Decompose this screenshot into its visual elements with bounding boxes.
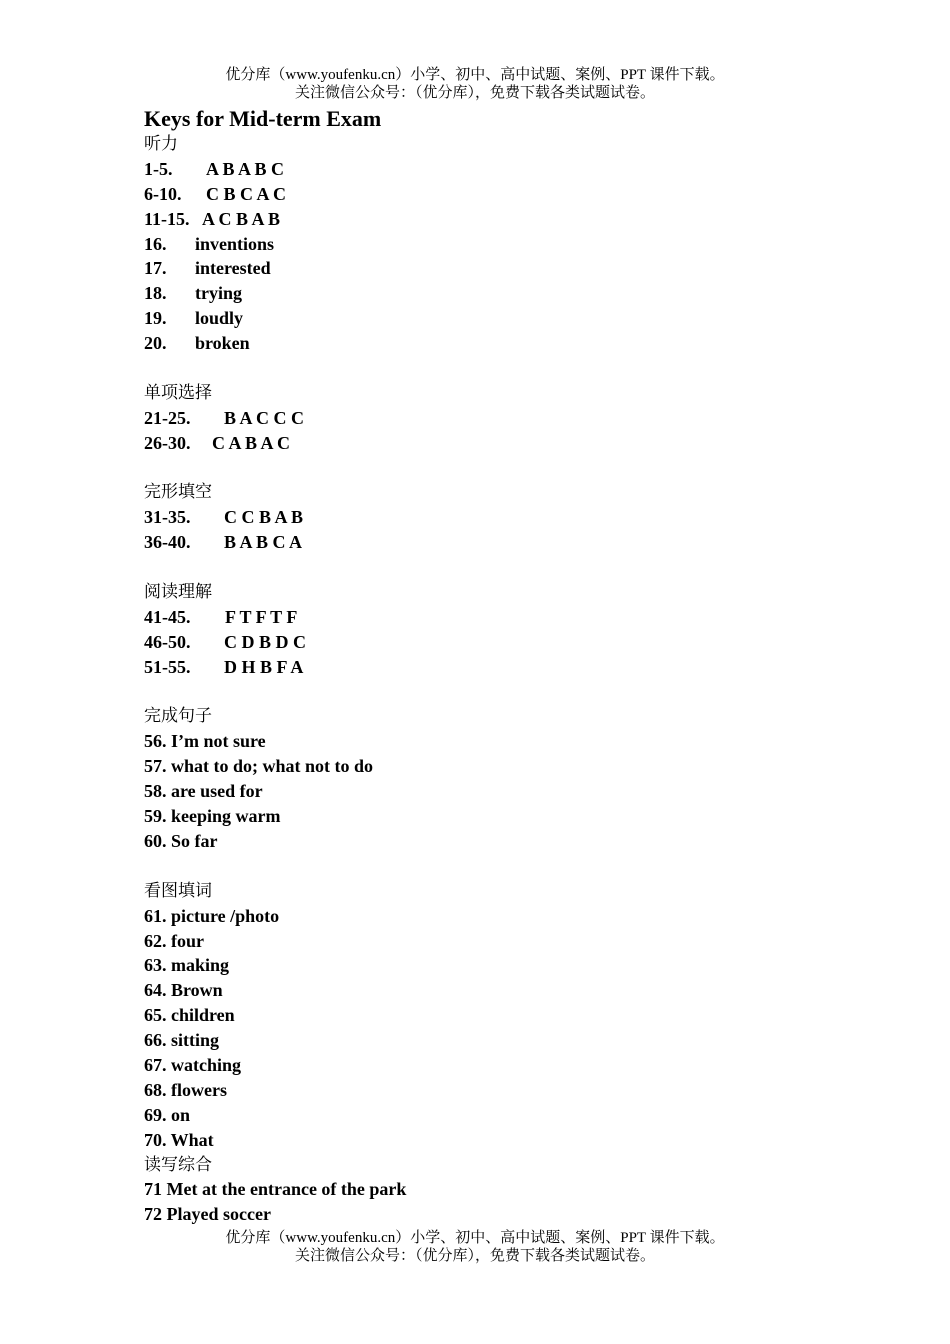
answer-item: 63. making [144,955,230,976]
answer-row [144,157,864,182]
answer-row [144,207,864,232]
answer-row [144,182,864,207]
answer-text: F T F T F [225,606,298,627]
page-title: Keys for Mid-term Exam [144,106,382,131]
answer-text: C D B D C [224,631,307,652]
answer-key-content [144,106,864,1227]
header-line-2: 关注微信公众号：（优分库），免费下载各类试题试卷。 [294,85,655,101]
answer-text: A C B A B [202,208,281,229]
footer-line-2: 关注微信公众号：（优分库），免费下载各类试题试卷。 [294,1248,655,1264]
footer-line-1: 优分库（www.youfenku.cn）小学、初中、高中试题、案例、PPT 课件下载。 [225,1230,725,1246]
answer-item: 66. sitting [144,1030,220,1051]
question-range: 51-55. [144,656,191,677]
answer-item: 72 Played soccer [144,1204,271,1225]
answer-item: 71 Met at the entrance of the park [144,1179,407,1200]
answer-text: A B A B C [206,158,285,179]
answer-row [144,256,864,281]
spacer [144,456,864,481]
question-number: 16. [144,233,167,254]
answer-text: C B C A C [206,183,287,204]
question-range: 26-30. [144,432,191,453]
answer-row [144,232,864,257]
answer-row [144,630,864,655]
section-heading-sentences: 完成句子 [144,706,212,727]
answer-item: 68. flowers [144,1079,227,1100]
answer-row [144,505,864,530]
section-heading-reading: 阅读理解 [144,582,212,603]
answer-row [144,281,864,306]
answer-item: 56. I’m not sure [144,731,266,752]
page-footer [0,1229,950,1265]
answer-text: loudly [195,308,244,329]
answer-text: broken [195,333,250,354]
spacer [144,854,864,879]
section-heading-choice: 单项选择 [144,382,212,403]
section-heading-cloze: 完形填空 [144,482,212,503]
question-range: 31-35. [144,507,191,528]
answer-item: 70. What [144,1129,214,1150]
question-range: 41-45. [144,606,191,627]
answer-text: interested [195,258,271,279]
answer-text: inventions [195,233,275,254]
spacer [144,555,864,580]
answer-row [144,605,864,630]
spacer [144,356,864,381]
answer-text: D H B F A [224,656,304,677]
question-number: 18. [144,283,167,304]
question-range: 6-10. [144,183,182,204]
answer-text: C C B A B [224,507,304,528]
answer-row [144,530,864,555]
answer-row [144,306,864,331]
answer-text: B A C C C [224,407,305,428]
question-range: 11-15. [144,208,190,229]
answer-item: 60. So far [144,830,218,851]
question-number: 17. [144,258,167,279]
answer-item: 62. four [144,930,204,951]
section-heading-listening: 听力 [144,134,178,154]
answer-row [144,406,864,431]
question-number: 20. [144,333,167,354]
answer-item: 67. watching [144,1054,242,1075]
answer-item: 57. what to do; what not to do [144,756,374,777]
answer-text: trying [195,283,242,304]
answer-item: 58. are used for [144,781,263,802]
page-header [0,66,950,102]
answer-item: 61. picture /photo [144,905,280,926]
section-heading-writing: 读写综合 [144,1154,212,1175]
question-range: 1-5. [144,158,173,179]
answer-row [144,431,864,456]
answer-item: 65. children [144,1005,235,1026]
answer-item: 59. keeping warm [144,806,281,827]
answer-row [144,331,864,356]
spacer [144,680,864,705]
question-range: 46-50. [144,631,191,652]
answer-row [144,655,864,680]
question-range: 36-40. [144,532,191,553]
question-range: 21-25. [144,407,191,428]
header-line-1: 优分库（www.youfenku.cn）小学、初中、高中试题、案例、PPT 课件下载。 [225,67,725,83]
section-heading-picture: 看图填词 [144,880,212,901]
question-number: 19. [144,308,167,329]
answer-text: C A B A C [212,432,291,453]
answer-item: 64. Brown [144,980,223,1001]
answer-item: 69. on [144,1104,191,1125]
answer-text: B A B C A [224,532,303,553]
